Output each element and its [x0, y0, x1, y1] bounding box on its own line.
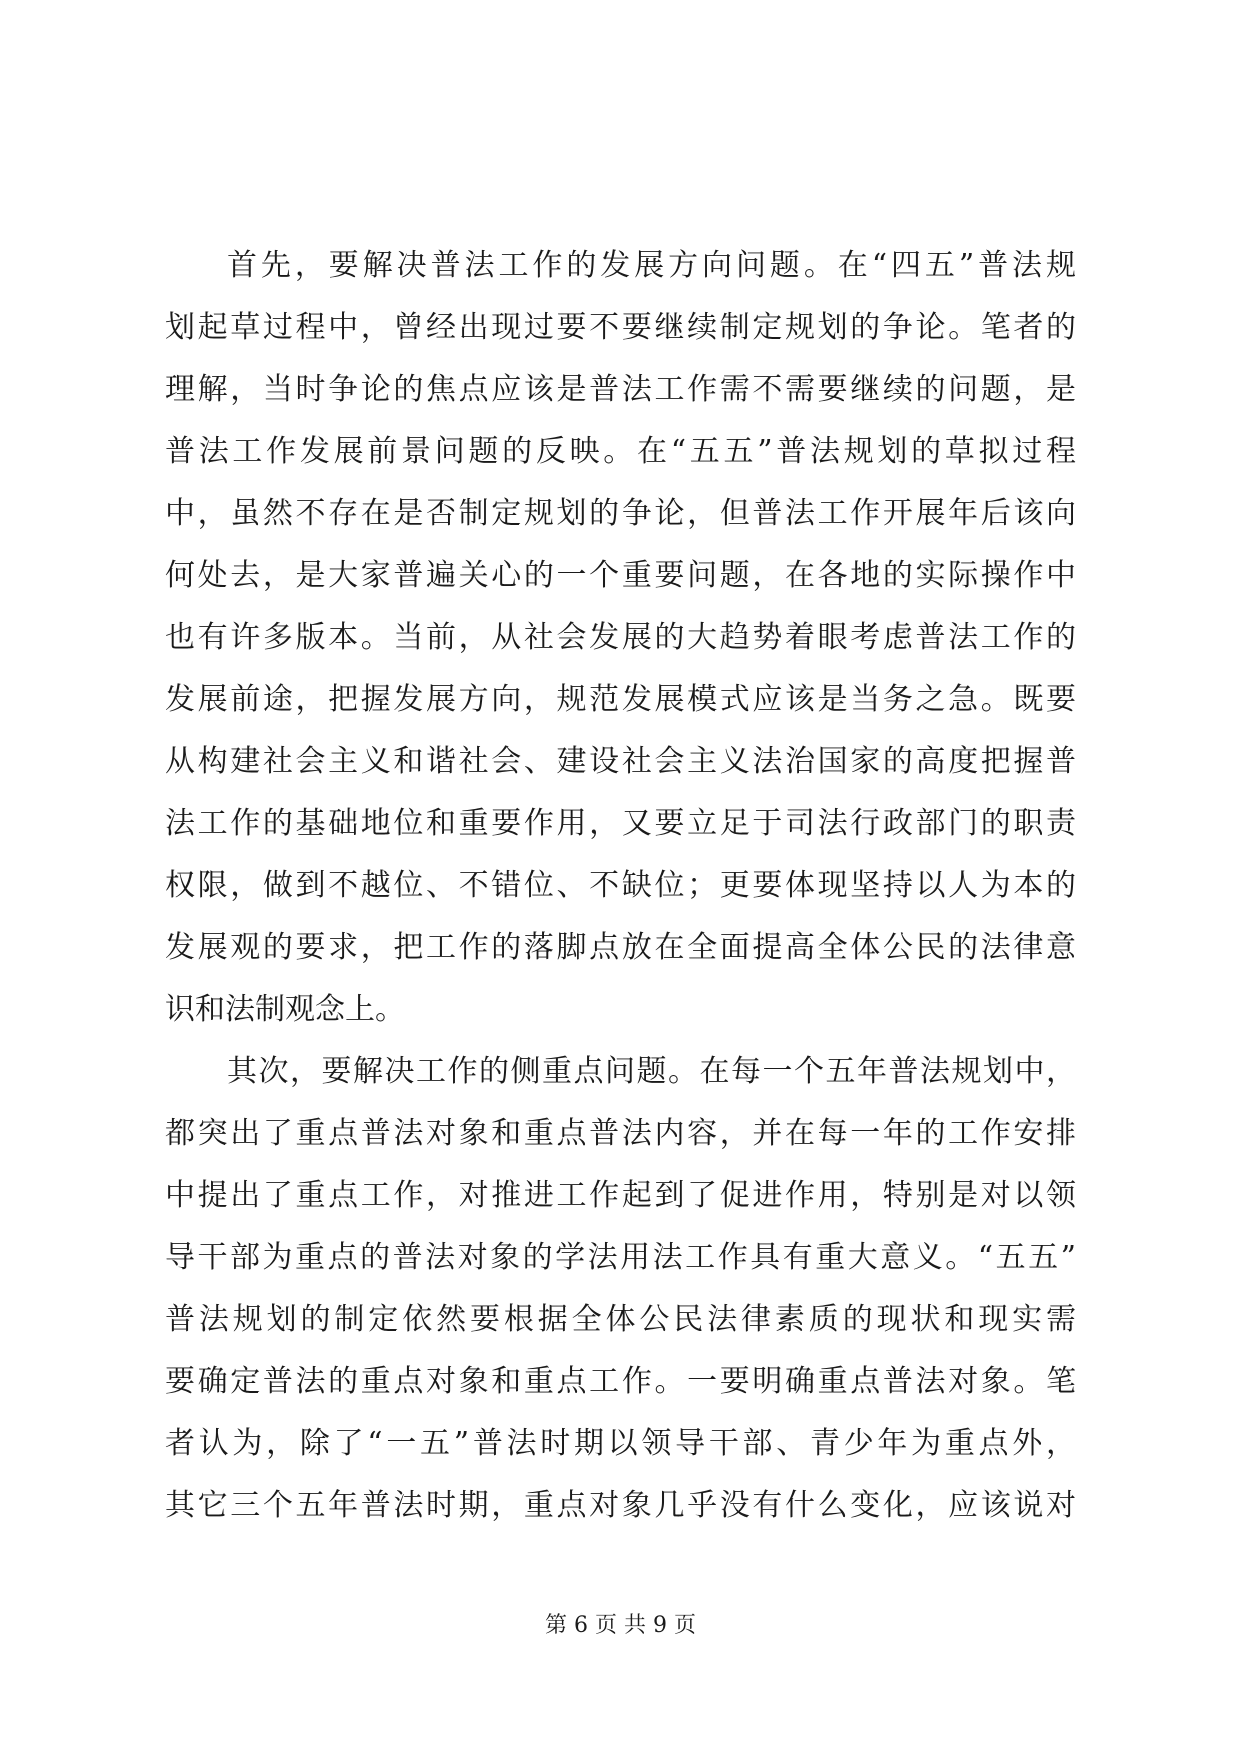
- text-line: 都突出了重点普法对象和重点普法内容，并在每一年的工作安排: [165, 1116, 1076, 1151]
- text-line: 从构建社会主义和谐社会、建设社会主义法治国家的高度把握普: [165, 744, 1076, 779]
- text-line: 中提出了重点工作，对推进工作起到了促进作用，特别是对以领: [165, 1178, 1076, 1213]
- text-line: 权限，做到不越位、不错位、不缺位；更要体现坚持以人为本的: [165, 868, 1076, 903]
- text-line: 其它三个五年普法时期，重点对象几乎没有什么变化，应该说对: [165, 1488, 1076, 1523]
- text-line: 识和法制观念上。: [165, 992, 405, 1027]
- text-line: 中，虽然不存在是否制定规划的争论，但普法工作开展年后该向: [165, 496, 1076, 531]
- text-line: 何处去，是大家普遍关心的一个重要问题，在各地的实际操作中: [165, 558, 1076, 593]
- text-line: 要确定普法的重点对象和重点工作。一要明确重点普法对象。笔: [165, 1364, 1076, 1399]
- text-line: 发展观的要求，把工作的落脚点放在全面提高全体公民的法律意: [165, 930, 1076, 965]
- page-number-footer: 第 6 页 共 9 页: [545, 1613, 696, 1638]
- text-line: 者认为，除了“一五”普法时期以领导干部、青少年为重点外，: [165, 1426, 1076, 1461]
- text-line: 划起草过程中，曾经出现过要不要继续制定规划的争论。笔者的: [165, 310, 1076, 345]
- text-line: 其次，要解决工作的侧重点问题。在每一个五年普法规划中，: [227, 1054, 1076, 1089]
- text-line: 普法工作发展前景问题的反映。在“五五”普法规划的草拟过程: [165, 434, 1076, 469]
- text-line: 导干部为重点的普法对象的学法用法工作具有重大意义。“五五”: [165, 1240, 1076, 1275]
- body-text: [165, 235, 1076, 1537]
- text-line: 首先，要解决普法工作的发展方向问题。在“四五”普法规: [227, 248, 1076, 283]
- text-line: 也有许多版本。当前，从社会发展的大趋势着眼考虑普法工作的: [165, 620, 1076, 655]
- text-line: 发展前途，把握发展方向，规范发展模式应该是当务之急。既要: [165, 682, 1076, 717]
- text-line: 法工作的基础地位和重要作用，又要立足于司法行政部门的职责: [165, 806, 1076, 841]
- text-line: 理解，当时争论的焦点应该是普法工作需不需要继续的问题，是: [165, 372, 1076, 407]
- text-line: 普法规划的制定依然要根据全体公民法律素质的现状和现实需: [165, 1302, 1076, 1337]
